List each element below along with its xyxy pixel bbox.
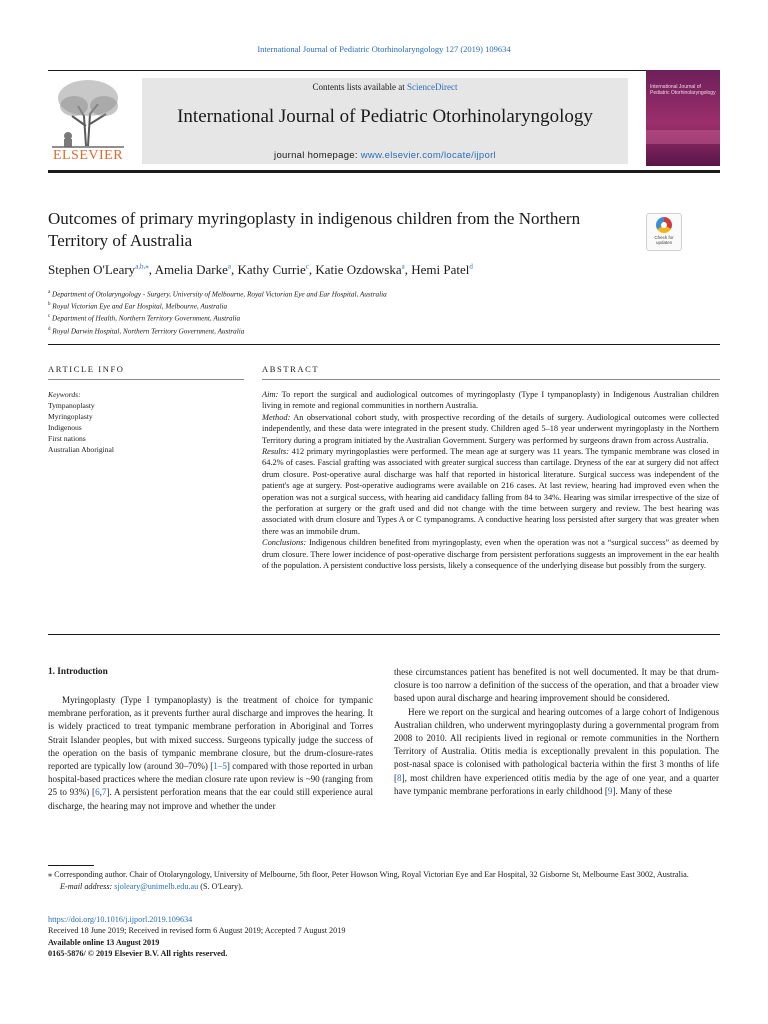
keyword-item: Indigenous <box>48 423 82 432</box>
reference-link[interactable]: 1–5 <box>213 761 227 772</box>
available-online: Available online 13 August 2019 <box>48 937 160 947</box>
keyword-item: Tympanoplasty <box>48 401 95 410</box>
cover-band <box>646 130 720 144</box>
author-affiliation-sup[interactable]: d <box>469 262 473 271</box>
reference-link[interactable]: 8 <box>397 772 402 783</box>
body-column-right <box>394 666 719 798</box>
author-name[interactable]: Katie Ozdowska <box>315 262 402 277</box>
journal-masthead-box <box>142 78 628 164</box>
doi-link[interactable]: https://doi.org/10.1016/j.ijporl.2019.109634 <box>48 915 193 924</box>
body-column-left <box>48 694 373 813</box>
keyword-item: Australian Aboriginal <box>48 445 115 454</box>
check-for-updates-button[interactable] <box>646 213 682 251</box>
footnote-rule <box>48 865 94 866</box>
affiliation-item: $^a$ Department of Otolaryngology - Surgery, University of Melbourne, Royal Victorian Eye and Ear Hospital, Australia <box>48 290 387 299</box>
section-divider <box>48 634 720 635</box>
abstract-results: Results: 412 primary myringoplasties were performed. The mean age at surgery was 11 years. The tympanic membrane was closed in 64.2% of cases. Fascial grafting was associated with greater surgical success than cartilage. Dryness of the ear at surgery did not affect drum closure. Post-operative aural discharge was half that reported in historical literature. Surgical success was independent of the patient's age at surgery. Post-operative audiograms were available on 216 cases. At last review, hearing had improved even when the operation was not a surgical success, with hearing aid candidacy falling from 84 to 34%. Hearing was similar irrespective of the size of the perforation at surgery or the graft used and did not change with the time between surgery and review. The best hearing was associated with drum closure and Types A or C tympanograms. A conductive hearing loss persisted after surgery that was greater when there was an immobile drum. <box>262 447 720 536</box>
author-affiliation-sup[interactable]: a <box>227 262 231 271</box>
journal-title: International Journal of Pediatric Otorhinolaryngology <box>177 106 593 127</box>
keyword-item: Myringoplasty <box>48 412 93 421</box>
masthead-bottom-rule <box>48 170 720 173</box>
contents-prefix: Contents lists available at <box>312 82 407 92</box>
affiliation-list <box>48 288 387 337</box>
body-paragraph: Myringoplasty (Type I tympanoplasty) is the treatment of choice for tympanic membrane perforation, as it prevents further aural discharge and improves the hearing. It is widely practiced to treat tympanic membrane perforation in Aboriginal and Torres Strait Islander peoples, but with mixed success. Surgeons typically judge the success of the operation on the basis of tympanic membrane closure, but the drum-closure-rates reported are typically low (around 30–70%) [1–5] compared with those reported in urban hospital-based practices where the median closure rate upon review is ~90 (ranging from 25 to 93%) [6,7]. A persistent perforation means that the ear could still experience aural discharge, the hearing may not improve and whether the under <box>48 695 373 811</box>
corresponding-author-footnote <box>48 869 720 892</box>
article-title: Outcomes of primary myringoplasty in indigenous children from the Northern Territory of Australia <box>48 209 581 250</box>
author-name[interactable]: Hemi Patel <box>411 262 470 277</box>
abstract-body <box>262 389 719 572</box>
article-info-rule <box>48 379 244 380</box>
contents-line <box>142 82 628 92</box>
author-name[interactable]: Kathy Currie <box>237 262 306 277</box>
copyright-line: 0165-5876/ © 2019 Elsevier B.V. All rights reserved. <box>48 949 228 959</box>
author-affiliation-sup[interactable]: a <box>401 262 405 271</box>
sciencedirect-link[interactable]: ScienceDirect <box>407 82 458 92</box>
keyword-item: First nations <box>48 434 86 443</box>
author-affiliation-sup[interactable]: a,b,⁎ <box>135 262 149 271</box>
author-list: Stephen O'Leary$^{a,b,⁎}$, Amelia Darke$^a$, Kathy Currie$^c$, Katie Ozdowska$^a$, Hemi Patel$^d$ <box>48 262 473 277</box>
introduction-heading: 1. Introduction <box>48 667 108 677</box>
affiliation-item: $^d$ Royal Darwin Hospital, Northern Territory Government, Australia <box>48 326 245 335</box>
affiliation-item: $^c$ Department of Health, Northern Territory Government, Australia <box>48 314 241 323</box>
homepage-prefix: journal homepage: <box>274 150 361 161</box>
check-updates-icon <box>656 217 672 233</box>
author-affiliation-sup[interactable]: c <box>305 262 309 271</box>
check-updates-label: Check for updates <box>654 235 674 245</box>
reference-link[interactable]: 9 <box>607 785 613 796</box>
cover-title: International Journal of Pediatric Otorhinolaryngology <box>650 84 716 96</box>
journal-citation-link[interactable]: International Journal of Pediatric Otorhinolaryngology 127 (2019) 109634 <box>257 44 511 54</box>
elsevier-wordmark: ELSEVIER <box>52 148 124 163</box>
section-divider <box>48 344 720 345</box>
reference-link[interactable]: 7 <box>101 787 107 798</box>
author-name[interactable]: Stephen O'Leary <box>48 262 136 277</box>
author-name[interactable]: Amelia Darke <box>154 262 228 277</box>
body-paragraph: these circumstances patient has benefited is not well documented. It may be that drum-closure is too narrow a definition of the success of the operation, and that a broader view based upon aural discharge and hearing improvement should be considered. <box>394 667 719 704</box>
corresponding-author-text: ⁎ Corresponding author. Chair of Otolaryngology, University of Melbourne, 5th floor, Peter Howson Wing, Royal Victorian Eye and Ear Hospital, 32 Gisborne St, Melbourne East 3002, Australia. <box>48 870 689 879</box>
abstract-method: Method: An observational cohort study, with prospective recording of the details of surgery. Audiological outcomes were collected independently, and these data were integrated in the present study. Children aged 5–18 year underwent myringoplasty in the Northern Territory during a program initiated by the Australian Government. Surgery was performed by surgeons drawn from across Australia. <box>262 412 719 445</box>
article-metadata <box>48 914 345 960</box>
email-line: E-mail address: sjoleary@unimelb.edu.au (S. O'Leary). <box>60 881 243 891</box>
keywords-block <box>48 389 238 455</box>
author-email-link[interactable]: sjoleary@unimelb.edu.au <box>114 881 199 891</box>
body-paragraph: Here we report on the surgical and hearing outcomes of a large cohort of Indigenous Australian children, who underwent myringoplasty during a governmental program from 2008 to 2010. All recipients lived in regional or remote communities in the Northern Territory of Australia. Otitis media is exceptionally prevalent in this population. The post-nasal space is colonised with pathological bacteria within the first 3 months of life [8], most children have experienced otitis media by the age of one year, and a quarter have tympanic membrane perforations in early childhood [9]. Many of these <box>394 706 719 796</box>
reference-link[interactable]: 6 <box>95 787 100 798</box>
affiliation-item: $^b$ Royal Victorian Eye and Ear Hospital, Melbourne, Australia <box>48 302 228 311</box>
abstract-conclusions: Conclusions: Indigenous children benefited from myringoplasty, even when the operation was not a “surgical success” as deemed by drum closure. There lower incidence of post-operative discharge from persistent perforations suggests an improvement in the ear health of the population. A persistent conductive loss persists, likely a consequence of the underlying disease but possibly from the surgery. <box>262 538 719 571</box>
journal-homepage-link[interactable]: www.elsevier.com/locate/ijporl <box>360 150 496 161</box>
homepage-line <box>142 150 628 161</box>
journal-cover-thumbnail[interactable] <box>646 70 720 166</box>
masthead-top-rule <box>48 70 720 71</box>
keywords-label: Keywords: <box>48 390 81 399</box>
abstract-heading: ABSTRACT <box>262 364 320 374</box>
article-info-heading: ARTICLE INFO <box>48 364 125 374</box>
abstract-rule <box>262 379 720 380</box>
received-dates: Received 18 June 2019; Received in revised form 6 August 2019; Accepted 7 August 2019 <box>48 926 346 936</box>
abstract-aim: Aim: To report the surgical and audiological outcomes of myringoplasty (Type I tympanoplasty) in Indigenous Australian children living in remote and regional communities in northern Australia. <box>262 390 719 411</box>
